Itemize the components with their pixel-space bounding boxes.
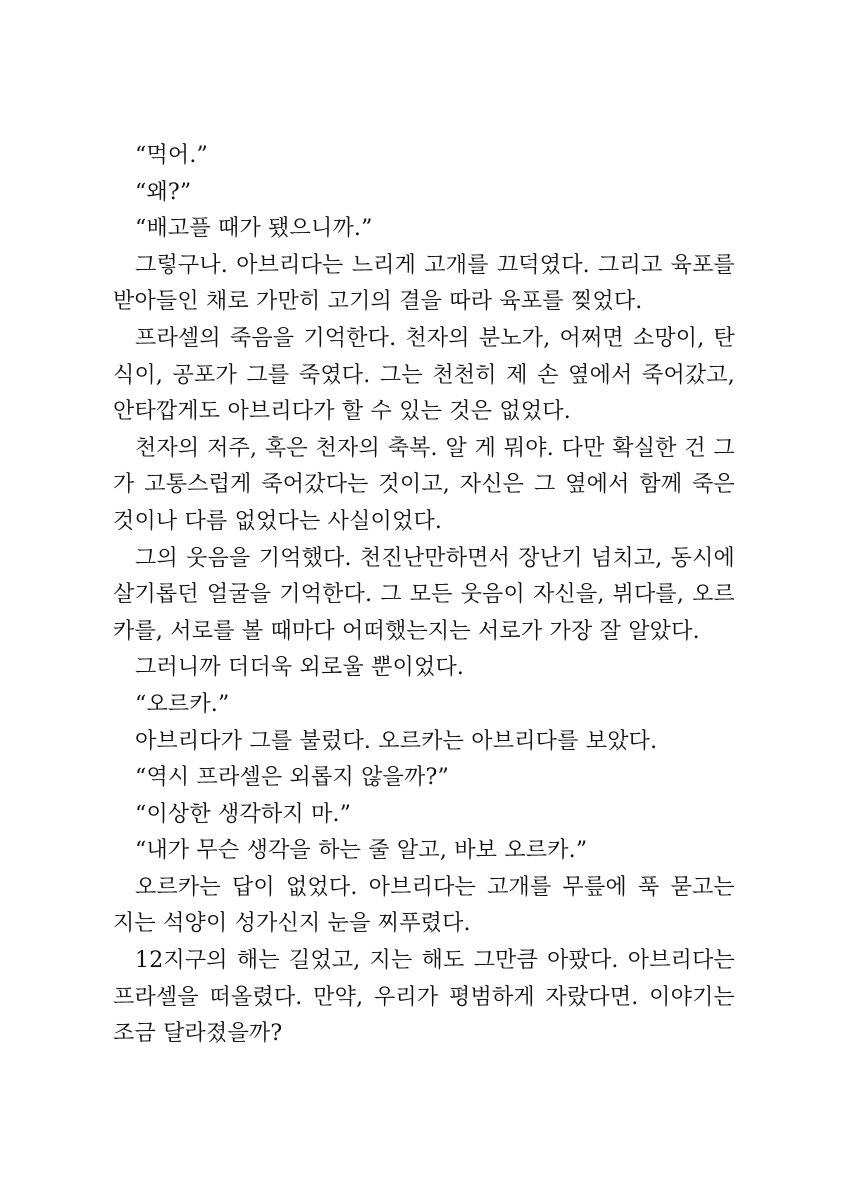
paragraph: “먹어.” xyxy=(135,143,208,168)
paragraph: 그러니까 더더욱 외로울 뿐이었다. xyxy=(135,655,465,681)
paragraph: 아브리다가 그를 불렀다. 오르카는 아브리다를 보았다. xyxy=(135,728,658,754)
paragraph: 오르카는 답이 없었다. 아브리다는 고개를 무릎에 푹 묻고는 지는 석양이 성가신지 눈을 찌푸렸다. xyxy=(113,874,735,937)
paragraph: “역시 프라셀은 외롭지 않을까?” xyxy=(135,765,449,791)
paragraph: “배고플 때가 됐으니까.” xyxy=(135,216,373,242)
paragraph: 12지구의 해는 길었고, 지는 해도 그만큼 아팠다. 아브리다는 프라셀을 떠올렸다. 만약, 우리가 평범하게 자랐다면. 이야기는 조금 달라졌을까? xyxy=(113,948,735,1047)
paragraph: 프라셀의 죽음을 기억한다. 천자의 분노가, 어쩌면 소망이, 탄식이, 공포가 그를 죽였다. 그는 천천히 제 손 옆에서 죽어갔고, 안타깝게도 아브리다가 할 수 있는 것은 없었다. xyxy=(113,325,735,425)
paragraph: “왜?” xyxy=(135,179,192,205)
paragraph: “이상한 생각하지 마.” xyxy=(135,801,352,827)
paragraph: “내가 무슨 생각을 하는 줄 알고, 바보 오르카.” xyxy=(135,838,588,864)
paragraph: “오르카.” xyxy=(135,691,230,717)
paragraph: 그의 웃음을 기억했다. 천진난만하면서 장난기 넘치고, 동시에 살기롭던 얼굴을 기억한다. 그 모든 웃음이 자신을, 뷔다를, 오르카를, 서로를 볼 때마다 어떠했는지는 서로가 가장 잘 알았다. xyxy=(113,545,735,644)
paragraph: 그렇구나. 아브리다는 느리게 고개를 끄덕였다. 그리고 육포를 받아들인 채로 가만히 고기의 결을 따라 육포를 찢었다. xyxy=(113,252,735,315)
paragraph: 천자의 저주, 혹은 천자의 축복. 알 게 뭐야. 다만 확실한 건 그가 고통스럽게 죽어갔다는 것이고, 자신은 그 옆에서 함께 죽은 것이나 다름 없었다는 사실이었다. xyxy=(113,435,735,534)
document-body xyxy=(113,138,735,1053)
